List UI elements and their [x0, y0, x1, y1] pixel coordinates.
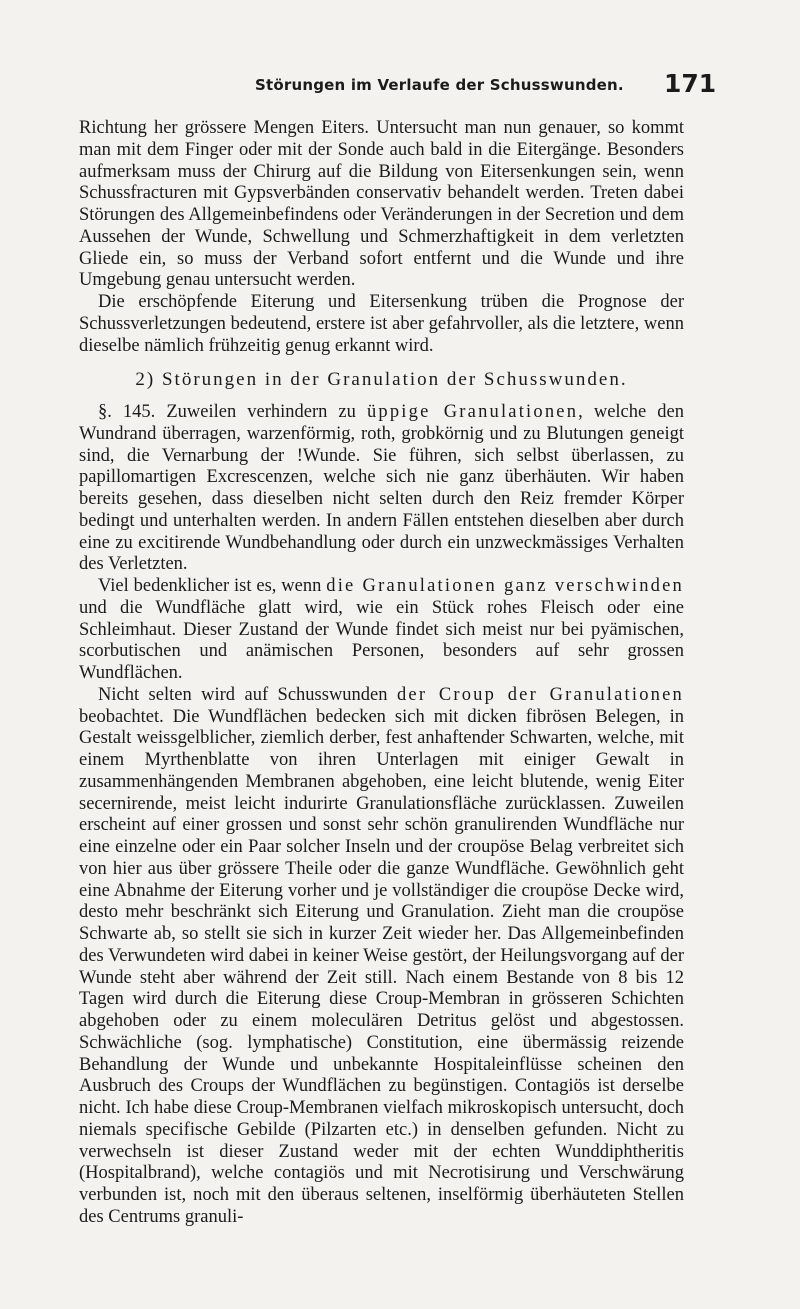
running-title: Störungen im Verlaufe der Schusswunden.	[255, 76, 624, 94]
paragraph-4-suffix: und die Wundfläche glatt wird, wie ein Stück rohes Fleisch oder eine Schleimhaut. Dieser Zustand der Wunde findet sich meist nur bei pyämischen, scorbutischen und anämischen Personen, besonders auf sehr grossen Wundflächen.	[79, 597, 684, 683]
paragraph-4-emphasis: die Granulationen ganz verschwinden	[326, 576, 684, 596]
paragraph-5-emphasis: der Croup der Granulationen	[396, 684, 684, 705]
paragraph-4-prefix: Viel bedenklicher ist es, wenn	[98, 576, 327, 596]
running-head	[0, 66, 720, 106]
paragraph-2: Die erschöpfende Eiterung und Eitersenkung trüben die Prognose der Schussverletzungen bedeutend, erstere ist aber gefahrvoller, als die letztere, wenn dieselbe nämlich frühzeitig genug erkannt wird.	[79, 292, 684, 356]
paragraph-5-suffix: beobachtet. Die Wundflächen bedecken sich mit dicken fibrösen Belegen, in Gestalt weissgelblicher, ziemlich derber, fest anhaftender Schwarten, welche, mit einem Myrthenblatte von ihren Unterlagen mit einiger Gewalt in zusammenhängenden Membranen abgehoben, eine leicht blutende, wenig Eiter secernirende, meist leicht indurirte Granulationsfläche zurücklassen. Zuweilen erscheint auf einer grossen und sonst sehr schön granulirenden Wundfläche nur eine einzelne oder ein Paar solcher Inseln und der croupöse Belag verbreitet sich von hier aus über grössere Theile oder die ganze Wundfläche. Gewöhnlich geht eine Abnahme der Eiterung vorher und je vollständiger die croupöse Decke wird, desto mehr beschränkt sich Eiterung und Granulation. Zieht man die croupöse Schwarte ab, so stellt sie sich in kurzer Zeit wieder her. Das Allgemeinbefinden des Verwundeten wird dabei in keiner Weise gestört, der Heilungsvorgang auf der Wunde steht aber während der Zeit still. Nach einem Bestande von 8 bis 12 Tagen wird durch die Eiterung diese Croup-Membran in grösseren Schichten abgehoben oder zu einem moleculären Detritus gelöst und abgestossen. Schwächliche (sog. lymphatische) Constitution, eine übermässig reizende Behandlung der Wunde und unbekannte Hospitaleinflüsse scheinen den Ausbruch des Croups der Wundflächen zu begünstigen. Contagiös ist derselbe nicht. Ich habe diese Croup-Membranen vielfach mikroskopisch untersucht, doch niemals specifische Gebilde (Pilzarten etc.) in denselben gefunden. Nicht zu verwechseln ist dieser Zustand weder mit der echten Wunddiphtheritis (Hospitalbrand), welche contagiös und mit Necrotisirung und Verschwärung verbunden ist, noch mit den überaus seltenen, inselförmig überhäuteten Stellen des Centrums granuli-	[79, 706, 684, 1227]
page-number: 171	[664, 69, 717, 98]
paragraph-4	[79, 576, 684, 685]
paragraph-3	[79, 402, 684, 576]
paragraph-3-suffix: , welche den Wundrand überragen, warzenförmig, roth, grobkörnig und zu Blutungen geneigt sind, die Vernarbung der !Wunde. Sie führen, sich selbst überlassen, zu papillomartigen Excrescenzen, welche sich nie ganz überhäuten. Wir haben bereits gesehen, dass dieselben nicht selten durch den Reiz fremder Körper bedingt und unterhalten werden. In andern Fällen entstehen dieselben aber durch eine zu excitirende Wundbehandlung oder durch ein unzweckmässiges Verhalten des Verletzten.	[79, 402, 684, 575]
paragraph-5	[79, 685, 684, 1229]
paragraph-3-emphasis: üppige Granulationen	[366, 402, 579, 422]
body-text	[79, 118, 684, 1229]
section-heading: 2) Störungen in der Granulation der Schusswunden.	[135, 369, 628, 391]
paragraph-5-prefix: Nicht selten wird auf Schusswunden	[98, 684, 397, 705]
paragraph-3-prefix: §. 145. Zuweilen verhindern zu	[98, 402, 367, 422]
paragraph-1: Richtung her grössere Mengen Eiters. Untersucht man nun genauer, so kommt man mit dem Finger oder mit der Sonde auch bald in die Eitergänge. Besonders aufmerksam muss der Chirurg auf die Bildung von Eitersenkungen sein, wenn Schussfracturen mit Gypsverbänden conservativ behandelt werden. Treten dabei Störungen des Allgemeinbefindens oder Veränderungen in der Secretion und dem Aussehen der Wunde, Schwellung und Schmerzhaftigkeit in dem verletzten Gliede ein, so muss der Verband sofort entfernt und die Wunde und ihre Umgebung genau untersucht werden.	[79, 118, 684, 291]
